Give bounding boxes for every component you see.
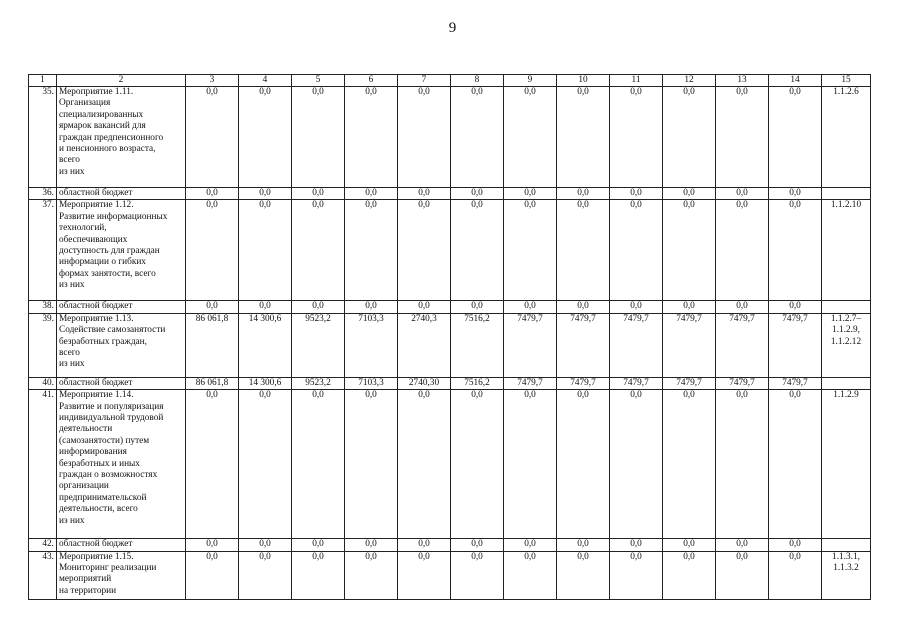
row-number: 37. <box>29 200 57 301</box>
value-cell: 7479,7 <box>610 313 663 377</box>
value-cell: 0,0 <box>663 539 716 551</box>
value-cell: 0,0 <box>557 551 610 599</box>
table-row <box>29 188 871 200</box>
value-cell: 7479,7 <box>557 313 610 377</box>
value-cell: 0,0 <box>610 188 663 200</box>
row-number: 40. <box>29 377 57 389</box>
row-description: областной бюджет <box>57 539 186 551</box>
header-row <box>29 75 871 87</box>
value-cell: 0,0 <box>557 539 610 551</box>
value-cell: 0,0 <box>504 390 557 539</box>
value-cell: 0,0 <box>186 200 239 301</box>
value-cell: 0,0 <box>451 551 504 599</box>
value-cell: 0,0 <box>292 551 345 599</box>
target-code: 1.1.2.9 <box>822 390 871 539</box>
value-cell: 0,0 <box>398 539 451 551</box>
value-cell: 0,0 <box>610 390 663 539</box>
value-cell: 0,0 <box>398 301 451 313</box>
table-row <box>29 390 871 539</box>
value-cell: 0,0 <box>345 390 398 539</box>
row-description: областной бюджет <box>57 188 186 200</box>
row-description: Мероприятие 1.12. Развитие информационных технологий, обеспечивающих доступность для граждан информации о гибких формах занятости, всего из них <box>57 200 186 301</box>
value-cell: 7479,7 <box>504 377 557 389</box>
value-cell: 7516,2 <box>451 377 504 389</box>
value-cell: 0,0 <box>610 200 663 301</box>
value-cell: 7103,3 <box>345 313 398 377</box>
table-row <box>29 313 871 377</box>
column-header-8: 8 <box>451 75 504 87</box>
value-cell: 0,0 <box>292 188 345 200</box>
value-cell: 0,0 <box>557 188 610 200</box>
value-cell: 2740,30 <box>398 377 451 389</box>
value-cell: 0,0 <box>663 188 716 200</box>
value-cell: 0,0 <box>398 87 451 188</box>
row-description: Мероприятие 1.14. Развитие и популяризация индивидуальной трудовой деятельности (самозанятости) путем информирования безработных и иных граждан о возможностях организации предпринимательской деятельности, всего из них <box>57 390 186 539</box>
value-cell: 0,0 <box>398 200 451 301</box>
value-cell: 0,0 <box>716 200 769 301</box>
value-cell: 7479,7 <box>716 377 769 389</box>
row-number: 39. <box>29 313 57 377</box>
value-cell: 7479,7 <box>663 313 716 377</box>
value-cell: 0,0 <box>716 188 769 200</box>
value-cell: 0,0 <box>557 87 610 188</box>
value-cell: 0,0 <box>345 551 398 599</box>
table-row <box>29 200 871 301</box>
table-row <box>29 551 871 599</box>
value-cell: 0,0 <box>345 188 398 200</box>
value-cell: 0,0 <box>663 200 716 301</box>
column-header-4: 4 <box>239 75 292 87</box>
row-description: областной бюджет <box>57 301 186 313</box>
column-header-7: 7 <box>398 75 451 87</box>
value-cell: 0,0 <box>292 87 345 188</box>
value-cell: 0,0 <box>610 539 663 551</box>
column-header-3: 3 <box>186 75 239 87</box>
value-cell: 0,0 <box>663 551 716 599</box>
table-row <box>29 377 871 389</box>
value-cell: 0,0 <box>504 87 557 188</box>
value-cell: 0,0 <box>557 301 610 313</box>
value-cell: 0,0 <box>239 87 292 188</box>
value-cell: 0,0 <box>716 551 769 599</box>
budget-table <box>28 74 871 600</box>
target-code <box>822 188 871 200</box>
column-header-13: 13 <box>716 75 769 87</box>
value-cell: 7479,7 <box>663 377 716 389</box>
value-cell: 0,0 <box>398 390 451 539</box>
target-code <box>822 539 871 551</box>
row-number: 38. <box>29 301 57 313</box>
value-cell: 7479,7 <box>557 377 610 389</box>
value-cell: 7103,3 <box>345 377 398 389</box>
table-row <box>29 539 871 551</box>
value-cell: 0,0 <box>345 200 398 301</box>
value-cell: 0,0 <box>663 390 716 539</box>
value-cell: 0,0 <box>186 87 239 188</box>
value-cell: 7479,7 <box>610 377 663 389</box>
column-header-1: 1 <box>29 75 57 87</box>
value-cell: 0,0 <box>557 390 610 539</box>
value-cell: 0,0 <box>186 539 239 551</box>
target-code: 1.1.2.10 <box>822 200 871 301</box>
value-cell: 0,0 <box>398 551 451 599</box>
column-header-15: 15 <box>822 75 871 87</box>
column-header-5: 5 <box>292 75 345 87</box>
value-cell: 9523,2 <box>292 313 345 377</box>
target-code <box>822 377 871 389</box>
value-cell: 7479,7 <box>769 313 822 377</box>
value-cell: 0,0 <box>663 87 716 188</box>
value-cell: 0,0 <box>398 188 451 200</box>
value-cell: 0,0 <box>451 200 504 301</box>
value-cell: 0,0 <box>451 301 504 313</box>
value-cell: 0,0 <box>292 390 345 539</box>
value-cell: 0,0 <box>610 551 663 599</box>
target-code <box>822 301 871 313</box>
column-header-12: 12 <box>663 75 716 87</box>
target-code: 1.1.2.6 <box>822 87 871 188</box>
value-cell: 0,0 <box>663 301 716 313</box>
value-cell: 0,0 <box>504 200 557 301</box>
value-cell: 9523,2 <box>292 377 345 389</box>
column-header-6: 6 <box>345 75 398 87</box>
value-cell: 0,0 <box>239 539 292 551</box>
value-cell: 0,0 <box>769 390 822 539</box>
value-cell: 0,0 <box>557 200 610 301</box>
value-cell: 86 061,8 <box>186 377 239 389</box>
value-cell: 0,0 <box>239 301 292 313</box>
value-cell: 0,0 <box>186 188 239 200</box>
table-body <box>29 75 871 600</box>
row-number: 43. <box>29 551 57 599</box>
value-cell: 14 300,6 <box>239 377 292 389</box>
value-cell: 7516,2 <box>451 313 504 377</box>
value-cell: 0,0 <box>451 390 504 539</box>
value-cell: 0,0 <box>451 87 504 188</box>
value-cell: 0,0 <box>716 87 769 188</box>
row-description: областной бюджет <box>57 377 186 389</box>
target-code: 1.1.2.7– 1.1.2.9, 1.1.2.12 <box>822 313 871 377</box>
value-cell: 0,0 <box>716 539 769 551</box>
row-description: Мероприятие 1.15. Мониторинг реализации мероприятий на территории <box>57 551 186 599</box>
target-code: 1.1.3.1, 1.1.3.2 <box>822 551 871 599</box>
value-cell: 0,0 <box>504 188 557 200</box>
row-number: 42. <box>29 539 57 551</box>
value-cell: 0,0 <box>451 539 504 551</box>
value-cell: 7479,7 <box>769 377 822 389</box>
value-cell: 0,0 <box>716 390 769 539</box>
value-cell: 0,0 <box>769 87 822 188</box>
value-cell: 86 061,8 <box>186 313 239 377</box>
value-cell: 0,0 <box>769 188 822 200</box>
value-cell: 0,0 <box>345 539 398 551</box>
value-cell: 0,0 <box>769 539 822 551</box>
value-cell: 0,0 <box>292 539 345 551</box>
page-number: 9 <box>448 20 457 36</box>
value-cell: 2740,3 <box>398 313 451 377</box>
row-number: 36. <box>29 188 57 200</box>
table-row <box>29 87 871 188</box>
value-cell: 0,0 <box>504 539 557 551</box>
column-header-10: 10 <box>557 75 610 87</box>
column-header-14: 14 <box>769 75 822 87</box>
value-cell: 0,0 <box>769 200 822 301</box>
value-cell: 0,0 <box>292 301 345 313</box>
value-cell: 0,0 <box>239 390 292 539</box>
value-cell: 0,0 <box>292 200 345 301</box>
row-number: 41. <box>29 390 57 539</box>
value-cell: 0,0 <box>610 301 663 313</box>
value-cell: 0,0 <box>716 301 769 313</box>
row-number: 35. <box>29 87 57 188</box>
value-cell: 0,0 <box>345 87 398 188</box>
value-cell: 0,0 <box>239 551 292 599</box>
value-cell: 0,0 <box>504 551 557 599</box>
value-cell: 0,0 <box>239 200 292 301</box>
row-description: Мероприятие 1.13. Содействие самозанятости безработных граждан, всего из них <box>57 313 186 377</box>
value-cell: 7479,7 <box>504 313 557 377</box>
value-cell: 0,0 <box>769 551 822 599</box>
value-cell: 0,0 <box>769 301 822 313</box>
table-row <box>29 301 871 313</box>
value-cell: 0,0 <box>610 87 663 188</box>
row-description: Мероприятие 1.11. Организация специализированных ярмарок вакансий для граждан предпенсионного и пенсионного возраста, всего из них <box>57 87 186 188</box>
column-header-2: 2 <box>57 75 186 87</box>
value-cell: 0,0 <box>186 551 239 599</box>
value-cell: 14 300,6 <box>239 313 292 377</box>
value-cell: 0,0 <box>504 301 557 313</box>
value-cell: 0,0 <box>186 390 239 539</box>
column-header-11: 11 <box>610 75 663 87</box>
value-cell: 0,0 <box>451 188 504 200</box>
value-cell: 0,0 <box>239 188 292 200</box>
value-cell: 0,0 <box>345 301 398 313</box>
column-header-9: 9 <box>504 75 557 87</box>
value-cell: 7479,7 <box>716 313 769 377</box>
value-cell: 0,0 <box>186 301 239 313</box>
